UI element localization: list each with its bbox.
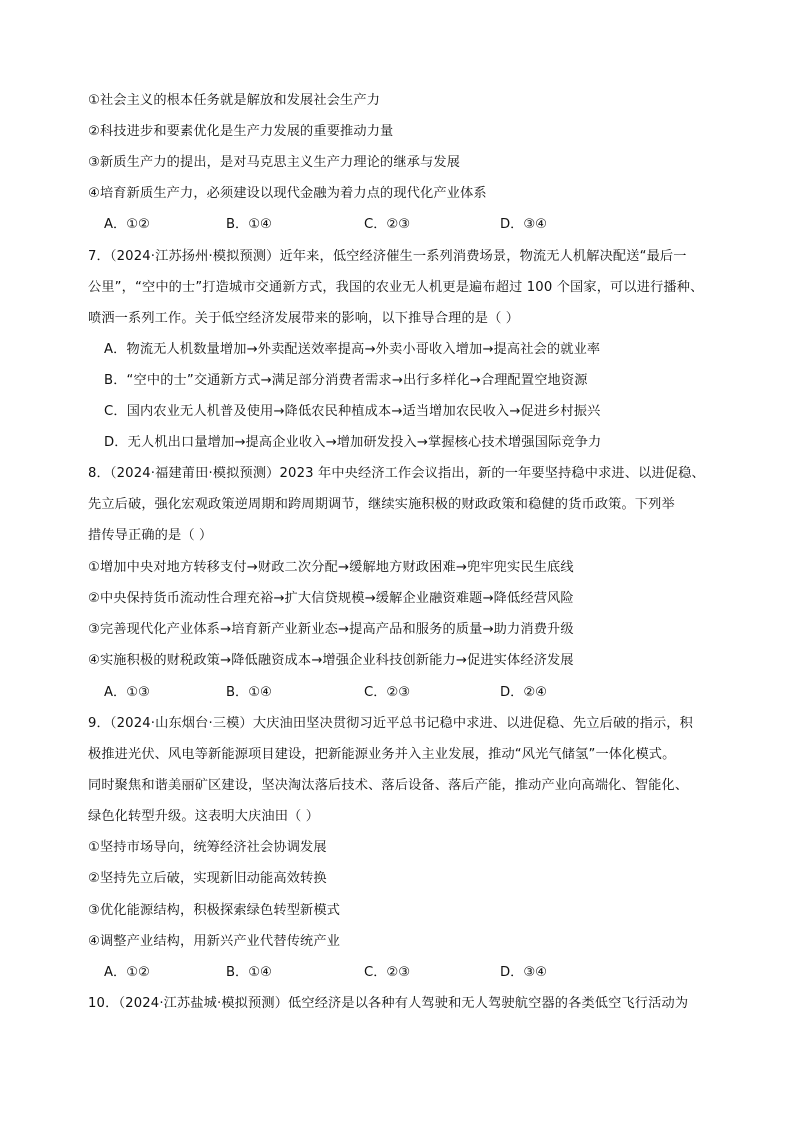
q8-stem-line-2: 先立后破，强化宏观政策逆周期和跨周期调节，继续实施积极的财政政策和稳健的货币政策。下列举 [88, 497, 675, 512]
q7-option-a: A．物流无人机数量增加→外卖配送效率提高→外卖小哥收入增加→提高社会的就业率 [104, 342, 601, 357]
q7-stem-line-2: 公里”，“空中的士”打造城市交通新方式，我国的农业无人机更是遍布超过 100 个国家，可以进行播种、 [88, 280, 704, 295]
q9-statement-4: ④调整产业结构，用新兴产业代替传统产业 [88, 934, 341, 949]
q6-statement-1: ①社会主义的根本任务就是解放和发展社会生产力 [88, 93, 381, 108]
q8-statement-3: ③完善现代化产业体系→培育新产业新业态→提高产品和服务的质量→助力消费升级 [88, 622, 574, 637]
q9-option-c: C．②③ [364, 965, 411, 980]
q9-stem-line-4: 绿色化转型升级。这表明大庆油田（ ） [88, 809, 320, 824]
q6-option-c: C．②③ [364, 217, 411, 232]
q8-stem-line-1: 8．（2024·福建莆田·模拟预测）2023 年中央经济工作会议指出，新的一年要坚持稳中求进、以进促稳、 [88, 466, 705, 481]
q8-statement-2: ②中央保持货币流动性合理充裕→扩大信贷规模→缓解企业融资难题→降低经营风险 [88, 591, 574, 606]
q9-option-b: B．①④ [226, 965, 272, 980]
q7-option-d: D．无人机出口量增加→提高企业收入→增加研发投入→掌握核心技术增强国际竞争力 [104, 435, 602, 450]
q9-stem-line-1: 9．（2024·山东烟台·三模）大庆油田坚决贯彻习近平总书记稳中求进、以进促稳、先立后破的指示，积 [88, 716, 693, 731]
q6-option-a: A．①② [104, 217, 150, 232]
q6-statement-4: ④培育新质生产力，必须建设以现代金融为着力点的现代化产业体系 [88, 186, 487, 201]
q9-option-d: D．③④ [500, 965, 547, 980]
q8-statement-4: ④实施积极的财税政策→降低融资成本→增强企业科技创新能力→促进实体经济发展 [88, 653, 574, 668]
q8-option-a: A．①③ [104, 685, 150, 700]
q6-statement-2: ②科技进步和要素优化是生产力发展的重要推动力量 [88, 124, 394, 139]
q8-statement-1: ①增加中央对地方转移支付→财政二次分配→缓解地方财政困难→兜牢兜实民生底线 [88, 560, 574, 575]
q7-option-c: C．国内农业无人机普及使用→降低农民种植成本→适当增加农民收入→促进乡村振兴 [104, 404, 601, 419]
q9-stem-line-3: 同时聚焦和谐美丽矿区建设，坚决淘汰落后技术、落后设备、落后产能，推动产业向高端化、智能化、 [88, 778, 689, 793]
q9-statement-2: ②坚持先立后破，实现新旧动能高效转换 [88, 871, 327, 886]
q7-option-b: B．“空中的士”交通新方式→满足部分消费者需求→出行多样化→合理配置空地资源 [104, 373, 588, 388]
q7-stem-line-1: 7．（2024·江苏扬州·模拟预测）近年来，低空经济催生一系列消费场景，物流无人机解决配送“最后一 [88, 249, 687, 264]
q8-option-b: B．①④ [226, 685, 272, 700]
q6-option-b: B．①④ [226, 217, 272, 232]
q8-option-c: C．②③ [364, 685, 411, 700]
q8-option-d: D．②④ [500, 685, 547, 700]
q8-stem-line-3: 措传导正确的是（ ） [88, 528, 213, 543]
q9-statement-3: ③优化能源结构，积极探索绿色转型新模式 [88, 903, 341, 918]
q9-statement-1: ①坚持市场导向，统筹经济社会协调发展 [88, 840, 327, 855]
q10-stem-line-1: 10．（2024·江苏盐城·模拟预测）低空经济是以各种有人驾驶和无人驾驶航空器的各类低空飞行活动为 [88, 996, 689, 1011]
q6-statement-3: ③新质生产力的提出，是对马克思主义生产力理论的继承与发展 [88, 155, 461, 170]
q6-option-d: D．③④ [500, 217, 547, 232]
q9-option-a: A．①② [104, 965, 150, 980]
q7-stem-line-3: 喷洒一系列工作。关于低空经济发展带来的影响，以下推导合理的是（ ） [88, 311, 520, 326]
q9-stem-line-2: 极推进光伏、风电等新能源项目建设，把新能源业务并入主业发展，推动“风光气储氢”一体化模式。 [88, 747, 676, 762]
